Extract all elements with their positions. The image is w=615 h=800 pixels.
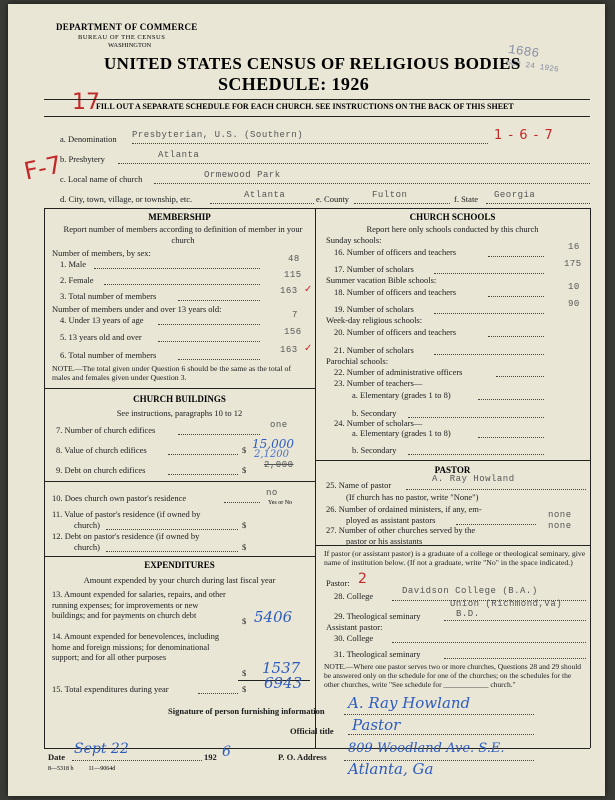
- dotted-line: [168, 454, 238, 455]
- q18-value: 10: [568, 282, 580, 292]
- right-border: [590, 208, 591, 748]
- department-heading: DEPARTMENT OF COMMERCE: [56, 22, 198, 32]
- signature-label: Signature of person furnishing information: [168, 706, 325, 716]
- left-border: [44, 208, 45, 748]
- q15-value: 6943: [264, 674, 303, 692]
- bureau-heading: BUREAU OF THE CENSUS: [78, 34, 166, 41]
- q2-label: 2. Female: [60, 275, 94, 285]
- buildings-heading: CHURCH BUILDINGS: [133, 394, 226, 404]
- q2-value: 115: [284, 270, 302, 280]
- q24b-label: b. Secondary: [352, 445, 397, 455]
- dotted-line: [354, 203, 450, 204]
- dotted-line: [444, 658, 586, 659]
- q28-label: 28. College: [334, 591, 374, 601]
- dotted-line: [224, 502, 260, 503]
- dotted-line: [434, 273, 544, 274]
- red-mark-pastor: 2: [358, 571, 367, 587]
- dotted-line: [478, 399, 544, 400]
- dotted-line: [392, 642, 586, 643]
- q1-label: 1. Male: [60, 259, 86, 269]
- q29-degree: B.D.: [456, 609, 480, 619]
- q4-value: 7: [292, 310, 298, 320]
- dotted-line: [496, 376, 544, 377]
- weekday-label: Week-day religious schools:: [326, 315, 423, 325]
- q27-label-cont: pastor or his assistants: [346, 536, 423, 546]
- expenditures-sub: Amount expended by your church during last fiscal year: [83, 575, 276, 585]
- city-value: Atlanta: [244, 190, 286, 200]
- dotted-line: [408, 417, 544, 418]
- q24-label: 24. Number of scholars—: [334, 418, 423, 428]
- dotted-line: [178, 434, 260, 435]
- q19-value: 90: [568, 299, 580, 309]
- red-mark-top: 17: [72, 90, 100, 115]
- dotted-line: [488, 256, 544, 257]
- sunday-label: Sunday schools:: [326, 235, 382, 245]
- rule: [44, 556, 315, 557]
- dotted-line: [158, 324, 260, 325]
- dollar-sign: $: [242, 542, 247, 552]
- dotted-line: [106, 551, 238, 552]
- denomination-label: a. Denomination: [60, 134, 117, 144]
- q9-value: 2,000: [264, 460, 294, 470]
- q6-label: 6. Total number of members: [60, 350, 157, 360]
- rule: [315, 545, 590, 546]
- dotted-line: [444, 620, 586, 621]
- dotted-line: [434, 313, 544, 314]
- rule: [44, 481, 315, 482]
- q16-label: 16. Number of officers and teachers: [334, 247, 457, 257]
- dotted-line: [488, 296, 544, 297]
- official-title-label: Official title: [290, 726, 334, 736]
- denomination-code: 1 - 6 - 7: [494, 128, 554, 143]
- graduate-instruction: If pastor (or assistant pastor) is a graduate of a college or theological seminary, give name of institution below. (If not a graduate, write "No" in the space indicated.): [324, 549, 586, 567]
- local-name-label: c. Local name of church: [60, 174, 143, 184]
- dotted-line: [488, 336, 544, 337]
- dotted-line: [154, 183, 590, 184]
- q23a-label: a. Elementary (grades 1 to 8): [352, 390, 451, 400]
- dotted-line: [434, 354, 544, 355]
- po-address-line1: 809 Woodland Ave. S.E.: [348, 741, 505, 756]
- parochial-label: Parochial schools:: [326, 356, 389, 366]
- q6-value: 163: [280, 345, 298, 355]
- rule: [44, 208, 590, 209]
- state-value: Georgia: [494, 190, 536, 200]
- denomination-value: Presbyterian, U.S. (Southern): [132, 130, 304, 140]
- membership-note: NOTE.—The total given under Question 6 should be the same as the total of males and females given under Question 3.: [52, 364, 292, 382]
- age-label: Number of members under and over 13 years old:: [52, 304, 222, 314]
- state-label: f. State: [454, 194, 479, 204]
- check-mark: ✓: [304, 284, 313, 295]
- po-address-line2: Atlanta, Ga: [348, 760, 434, 778]
- dotted-line: [198, 693, 238, 694]
- q14-value: 1537: [262, 659, 301, 677]
- city-label: d. City, town, village, or township, etc.: [60, 194, 193, 204]
- q26-label-cont: ployed as assistant pastors: [346, 515, 436, 525]
- date-label: Date: [48, 752, 65, 762]
- q15-label: 15. Total expenditures during year: [52, 684, 169, 694]
- membership-heading: MEMBERSHIP: [148, 212, 211, 222]
- q10-label: 10. Does church own pastor's residence: [52, 493, 187, 503]
- q18-label: 18. Number of officers and teachers: [334, 287, 457, 297]
- dotted-line: [486, 203, 590, 204]
- q29-label: 29. Theological seminary: [334, 611, 421, 621]
- rule: [44, 116, 590, 117]
- instruction-line: FILL OUT A SEPARATE SCHEDULE FOR EACH CHURCH. SEE INSTRUCTIONS ON THE BACK OF THIS SHEET: [96, 102, 514, 111]
- dotted-line: [348, 734, 534, 735]
- q13-label: 13. Amount expended for salaries, repairs, and other running expenses; for improvements or new buildings; and for payments on church debt: [52, 590, 226, 620]
- q23b-label: b. Secondary: [352, 408, 397, 418]
- pastor-sublabel: Pastor:: [326, 578, 350, 588]
- dotted-line: [344, 714, 534, 715]
- q29-value: Union (Richmond,Va): [450, 599, 563, 609]
- q26-value: none: [548, 510, 572, 520]
- q23-label: 23. Number of teachers—: [334, 378, 423, 388]
- rule: [315, 460, 590, 461]
- q12-label: 12. Debt on pastor's residence (if owned by: [52, 531, 200, 541]
- expenditures-heading: EXPENDITURES: [144, 560, 215, 570]
- q27-label: 27. Number of other churches served by the: [326, 525, 476, 535]
- check-mark: ✓: [304, 343, 313, 354]
- red-code-mark: F-7: [21, 150, 65, 186]
- official-title-value: Pastor: [352, 716, 401, 734]
- dotted-line: [132, 143, 488, 144]
- dollar-sign: $: [242, 520, 247, 530]
- form-title: UNITED STATES CENSUS OF RELIGIOUS BODIES: [104, 54, 521, 73]
- q10-value: no: [266, 488, 278, 498]
- q8-correction: 2,1200: [254, 449, 289, 460]
- q17-value: 175: [564, 259, 582, 269]
- q21-label: 21. Number of scholars: [334, 345, 414, 355]
- dotted-line: [104, 284, 260, 285]
- rule: [44, 388, 315, 389]
- q20-label: 20. Number of officers and teachers: [334, 327, 457, 337]
- q8-label: 8. Value of church edifices: [56, 445, 147, 455]
- q31-label: 31. Theological seminary: [334, 649, 421, 659]
- q5-label: 5. 13 years old and over: [60, 332, 142, 342]
- census-schedule-page: [8, 4, 605, 796]
- received-date-stamp: SEP 24 1926: [505, 58, 560, 75]
- pastor-note: NOTE.—Where one pastor serves two or more churches, Questions 28 and 29 should be answered only on the schedule for one of the churches; on the schedules for the other churches, write "See schedule for ____________ church.": [324, 662, 582, 689]
- schedule-title: SCHEDULE: 1926: [218, 74, 370, 94]
- q7-label: 7. Number of church edifices: [56, 425, 156, 435]
- column-divider: [315, 208, 316, 748]
- dotted-line: [178, 359, 260, 360]
- q28-value: Davidson College (B.A.): [402, 586, 538, 596]
- pastor-heading: PASTOR: [434, 465, 471, 475]
- dotted-line: [210, 203, 314, 204]
- q27-value: none: [548, 521, 572, 531]
- dotted-line: [72, 760, 202, 761]
- q13-value: 5406: [254, 608, 293, 626]
- dotted-line: [94, 268, 260, 269]
- assistant-sublabel: Assistant pastor:: [326, 622, 383, 632]
- dotted-line: [168, 474, 238, 475]
- q25-label: 25. Name of pastor: [326, 480, 392, 490]
- county-label: e. County: [316, 194, 350, 204]
- q16-value: 16: [568, 242, 580, 252]
- po-address-label: P. O. Address: [278, 752, 327, 762]
- q12-label-cont: church): [74, 542, 100, 552]
- q25-value: A. Ray Howland: [432, 474, 515, 484]
- local-name-value: Ormewood Park: [204, 170, 281, 180]
- summer-label: Summer vacation Bible schools:: [326, 275, 437, 285]
- buildings-sub: See instructions, paragraphs 10 to 12: [116, 408, 243, 418]
- dollar-sign: $: [242, 684, 247, 694]
- dotted-line: [106, 529, 238, 530]
- q11-label: 11. Value of pastor's residence (if owned by: [52, 509, 201, 519]
- q30-label: 30. College: [334, 633, 374, 643]
- by-sex-label: Number of members, by sex:: [52, 248, 151, 258]
- q5-value: 156: [284, 327, 302, 337]
- q25-sub: (If church has no pastor, write "None"): [346, 492, 479, 502]
- q4-label: 4. Under 13 years of age: [60, 315, 144, 325]
- yes-no-hint: Yes or No: [268, 500, 293, 506]
- q19-label: 19. Number of scholars: [334, 304, 414, 314]
- dotted-line: [406, 489, 586, 490]
- schools-sub: Report here only schools conducted by this church: [366, 224, 539, 234]
- membership-intro: Report number of members according to definition of member in your church: [63, 224, 303, 245]
- dotted-line: [178, 300, 260, 301]
- county-value: Fulton: [372, 190, 408, 200]
- presbytery-value: Atlanta: [158, 150, 200, 160]
- signature-value: A. Ray Howland: [348, 694, 471, 712]
- presbytery-label: b. Presbytery: [60, 154, 105, 164]
- dotted-line: [478, 437, 544, 438]
- q14-label: 14. Amount expended for benevolences, including home and foreign missions; for denominational support; and for all other purposes: [52, 632, 220, 662]
- q9-label: 9. Debt on church edifices: [56, 465, 146, 475]
- q24a-label: a. Elementary (grades 1 to 8): [352, 428, 451, 438]
- q3-value: 163: [280, 286, 298, 296]
- dollar-sign: $: [242, 616, 247, 626]
- q17-label: 17. Number of scholars: [334, 264, 414, 274]
- dollar-sign: $: [242, 668, 247, 678]
- rule: [44, 99, 590, 100]
- city-heading: WASHINGTON: [108, 42, 152, 49]
- form-number: 8—5318 b 11—9064d: [48, 766, 116, 772]
- file-number-stamp: 1686: [507, 41, 541, 62]
- dotted-line: [408, 454, 544, 455]
- dollar-sign: $: [242, 465, 247, 475]
- year-prefix: 192: [204, 752, 217, 762]
- date-value: Sept 22: [74, 741, 129, 757]
- dollar-sign: $: [242, 445, 247, 455]
- q26-label: 26. Number of ordained ministers, if any, em-: [326, 504, 482, 514]
- q8-value: 15,000: [252, 437, 294, 451]
- q7-value: one: [270, 420, 288, 430]
- q3-label: 3. Total number of members: [60, 291, 157, 301]
- schools-heading: CHURCH SCHOOLS: [409, 212, 496, 222]
- q11-label-cont: church): [74, 520, 100, 530]
- q22-label: 22. Number of administrative officers: [334, 367, 463, 377]
- year-value: 6: [222, 744, 231, 760]
- q1-value: 48: [288, 254, 300, 264]
- dotted-line: [118, 163, 590, 164]
- dotted-line: [158, 341, 260, 342]
